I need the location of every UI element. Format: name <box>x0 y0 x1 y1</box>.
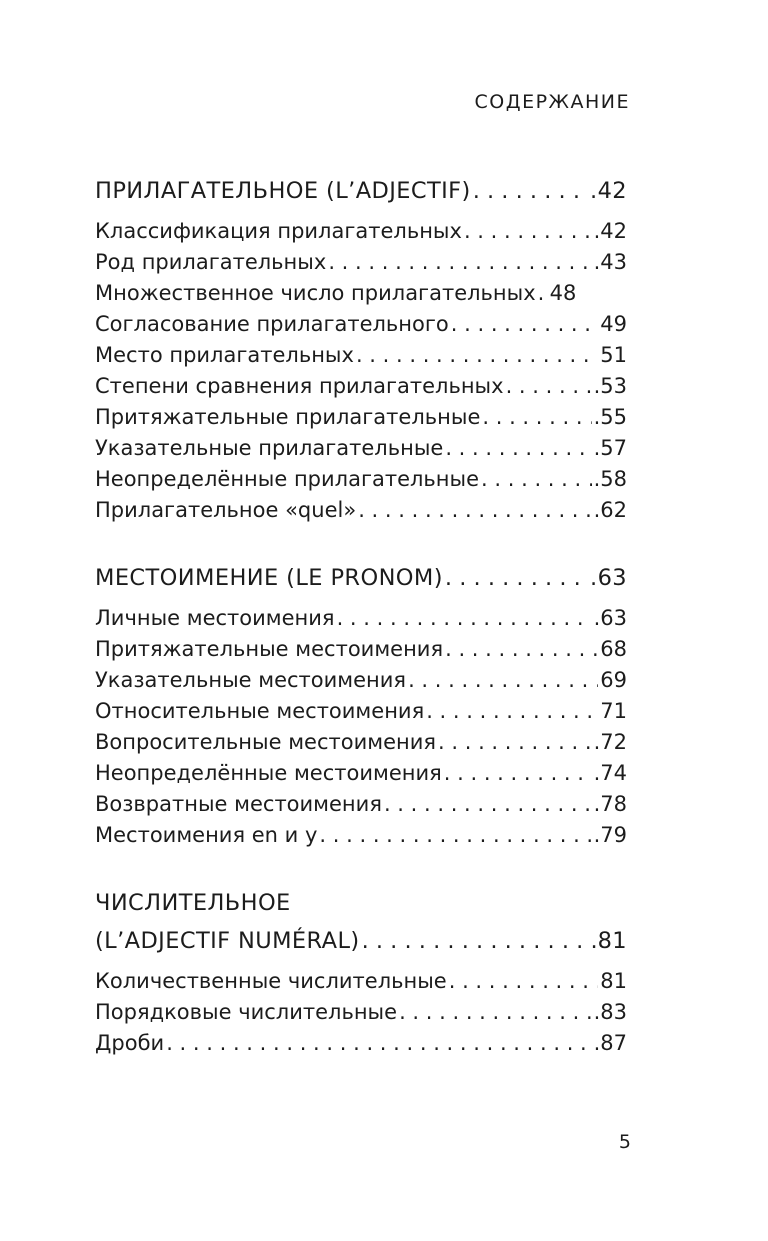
dot-leader <box>362 922 596 960</box>
toc-entry <box>95 997 627 1028</box>
toc-entry <box>95 309 627 340</box>
toc-entry <box>95 340 627 371</box>
entry-page: .87 <box>593 1031 627 1055</box>
dot-leader <box>464 216 592 247</box>
dot-leader <box>449 966 599 997</box>
entry-page: 68 <box>600 637 627 661</box>
entry-label: Неопределённые прилагательные <box>95 467 480 491</box>
toc-section-adjective <box>95 172 627 526</box>
dot-leader <box>481 464 592 495</box>
entry-page: 48 <box>549 281 577 305</box>
toc-entry <box>95 402 627 433</box>
entry-label: Дроби <box>95 1031 165 1055</box>
entry-page: .83 <box>593 1000 627 1024</box>
entry-page: .72 <box>593 730 627 754</box>
toc-entry <box>95 758 627 789</box>
chapter-page: .42 <box>590 178 627 204</box>
entry-label: Вопросительные местоимения <box>95 730 437 754</box>
dot-leader <box>426 696 598 727</box>
toc-entry <box>95 634 627 665</box>
running-head: СОДЕРЖАНИЕ <box>474 91 630 113</box>
entry-page: .79 <box>593 823 627 847</box>
entry-page: .62 <box>593 498 627 522</box>
entry-page: 81 <box>600 969 627 993</box>
dot-leader <box>444 758 592 789</box>
entry-page: 71 <box>600 699 627 723</box>
entry-label: Согласование прилагательного <box>95 312 449 336</box>
dot-leader <box>438 727 592 758</box>
entry-page: .42 <box>593 219 627 243</box>
entry-label: Указательные местоимения <box>95 668 407 692</box>
chapter-title-line: ЧИСЛИТЕЛЬНОЕ <box>95 890 291 916</box>
entry-page: 49 <box>600 312 627 336</box>
toc-entry <box>95 1028 627 1059</box>
toc-entry <box>95 820 627 851</box>
entry-label: Местоимения en и y <box>95 823 318 847</box>
toc-entry <box>95 789 627 820</box>
entry-label: Притяжательные прилагательные <box>95 405 481 429</box>
chapter-heading <box>95 922 627 960</box>
dot-leader <box>538 278 548 309</box>
entry-page: .63 <box>593 606 627 630</box>
dot-leader <box>166 1028 591 1059</box>
toc-entry <box>95 278 627 309</box>
dot-leader <box>451 309 599 340</box>
entry-page: .43 <box>593 250 627 274</box>
dot-leader <box>445 559 588 597</box>
entry-label: Порядковые числительные <box>95 1000 398 1024</box>
toc-entry <box>95 727 627 758</box>
entry-label: Род прилагательных <box>95 250 327 274</box>
entry-label: Личные местоимения <box>95 606 335 630</box>
entry-label: Относительные местоимения <box>95 699 425 723</box>
toc-entry <box>95 247 627 278</box>
dot-leader <box>356 340 598 371</box>
chapter-title: (L’ADJECTIF NUMÉRAL) <box>95 928 360 954</box>
toc-entry <box>95 371 627 402</box>
dot-leader <box>358 495 591 526</box>
toc-entry <box>95 665 627 696</box>
entry-page: .55 <box>593 405 627 429</box>
entry-page: 51 <box>600 343 627 367</box>
toc-section-numeral <box>95 884 627 1059</box>
toc-entry <box>95 495 627 526</box>
dot-leader <box>482 402 591 433</box>
entry-page: .74 <box>593 761 627 785</box>
entry-page: .53 <box>593 374 627 398</box>
entry-page: .58 <box>593 467 627 491</box>
dot-leader <box>328 247 591 278</box>
dot-leader <box>473 172 588 210</box>
entry-label: Место прилагательных <box>95 343 354 367</box>
dot-leader <box>319 820 591 851</box>
dot-leader <box>384 789 592 820</box>
entry-label: Классификация прилагательных <box>95 219 462 243</box>
dot-leader <box>506 371 592 402</box>
chapter-heading <box>95 559 627 597</box>
entry-label: Степени сравнения прилагательных <box>95 374 504 398</box>
dot-leader <box>445 433 591 464</box>
toc-entry <box>95 966 627 997</box>
entry-page: 69 <box>600 668 627 692</box>
toc-section-pronoun <box>95 559 627 851</box>
entry-page: .57 <box>593 436 627 460</box>
entry-label: Множественное число прилагательных <box>95 281 536 305</box>
chapter-heading <box>95 172 627 210</box>
chapter-title: ПРИЛАГАТЕЛЬНОЕ (L’ADJECTIF) <box>95 178 471 204</box>
chapter-title: МЕСТОИМЕНИЕ (LE PRONOM) <box>95 565 443 591</box>
table-of-contents <box>95 172 627 1092</box>
toc-entry <box>95 216 627 247</box>
entry-label: Прилагательное «quel» <box>95 498 357 522</box>
chapter-page: .63 <box>590 565 627 591</box>
chapter-page: 81 <box>597 928 627 954</box>
dot-leader <box>408 665 598 696</box>
entry-label: Притяжательные местоимения <box>95 637 444 661</box>
toc-entry <box>95 464 627 495</box>
dot-leader <box>445 634 598 665</box>
entry-page: .78 <box>593 792 627 816</box>
toc-entry <box>95 603 627 634</box>
entry-label: Указательные прилагательные <box>95 436 444 460</box>
entry-label: Неопределённые местоимения <box>95 761 442 785</box>
toc-entry <box>95 696 627 727</box>
dot-leader <box>399 997 592 1028</box>
page-number: 5 <box>618 1131 631 1153</box>
entry-label: Возвратные местоимения <box>95 792 382 816</box>
entry-label: Количественные числительные <box>95 969 447 993</box>
toc-entry <box>95 433 627 464</box>
dot-leader <box>337 603 592 634</box>
